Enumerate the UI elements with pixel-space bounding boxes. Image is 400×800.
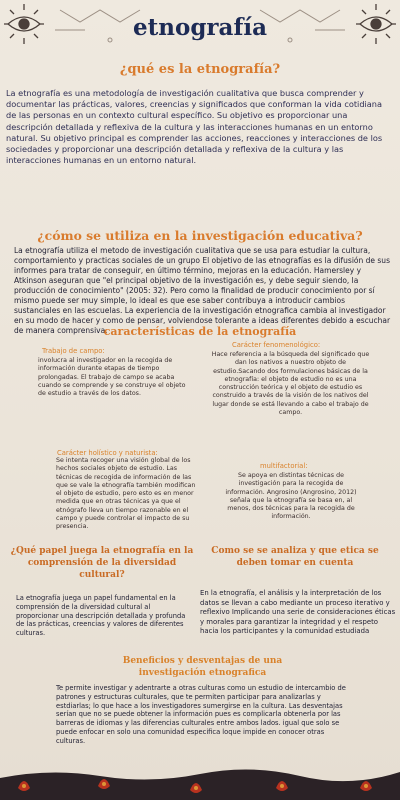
- intro-heading: ¿qué es la etnografía?: [119, 62, 281, 77]
- characteristic-text: Se apoya en distintas técnicas de investigación para la recogida de información. Angrosino (Angrosino, 2012) señala que la etnografía se basa en, al menos, dos técnicas para la recogida de información.: [225, 472, 357, 521]
- ethics-heading: Como se se analiza y que etica se deben tomar en cuenta: [211, 546, 379, 568]
- characteristic-text: involucra al investigador en la recogida de información durante etapas de tiempo prolongadas. El trabajo de campo se acaba cuando se comprende y se construye el objeto de estudio a través de los datos.: [38, 357, 186, 398]
- benefits-heading: Beneficios y desventajas de una investigación etnografica: [122, 656, 283, 678]
- characteristic-label: Carácter fenomenológico:: [232, 341, 321, 349]
- characteristics-heading: características de la etnografía: [103, 325, 297, 338]
- characteristic-label: Trabajo de campo:: [42, 347, 105, 355]
- benefits-text: Te permite investigar y adentrarte a otras culturas como un estudio de intercambio de patrones y estructuras culturales, que te permiten participar para analizarlas y estdiarlas; lo que hace a los investigadores sumergirse en la cultura. Las desventajas serían que no se puede obtener la información pues es complicarla obtenerla por las barreras de idiomas y las diferencias culturales entre ambos lados. igual que solo se puede enfocar en solo una comunidad especifica loque impide en conocer otras culturas.: [56, 684, 346, 745]
- ethics-text: En la etnografía, el análisis y la interpretación de los datos se llevan a cabo mediante un proceso iterativo y reflexivo Implicando una serie de consideraciones éticas y morales para garantizar la integridad y el respeto hacia los participantes y la comunidad estudiada: [200, 589, 396, 635]
- characteristic-text: Se intenta recoger una visión global de los hechos sociales objeto de estudio. Las técnicas de recogida de información de las que se vale la etnografía también modifican el objeto de estudio, pero esto es en menor medida que en otras técnicas ya que el etnógrafo lleva un tiempo razonable en el campo y puede controlar el impacto de su presencia.: [56, 457, 196, 531]
- characteristic-label: Carácter holístico y naturista:: [57, 449, 158, 457]
- role-text: La etnografía juega un papel fundamental en la comprensión de la diversidad cultural al proporcionar una descripción detallada y profunda de las prácticas, creencias y valores de diferentes culturas.: [16, 594, 186, 638]
- education-heading: ¿cómo se utiliza en la investigación educativa?: [37, 228, 363, 243]
- education-text: La etnografía utiliza el metodo de investigación cualitativa que se usa para estudiar la cultura, comportamiento y practicas sociales de un grupo El objetivo de las etnografías es la difusión de sus informes para tratar de conseguir, en último término, mejoras en la educación. Hamersley y Atkinson aseguran que "el principal objetivo de la investigación es, y debe seguir siendo, la producción de conocimiento" (2005: 32). Pero como la finalidad de producir conocimiento por sí mismo puede ser muy simple, lo ideal es que ese saber contribuya a introducir cambios sustanciales en las escuelas. La experiencia de la investigación etnografica cambia al investigador en su modo de hacer y como de pensar, volviendose tolerante a ideas diferentes debido a escuchar de manera comprensiva.: [14, 246, 391, 335]
- pottery-pattern: [0, 748, 400, 800]
- characteristic-label: multifactorial:: [260, 462, 308, 470]
- role-heading: ¿Qué papel juega la etnografía en la comprensión de la diversidad cultural?: [10, 546, 194, 580]
- page-title: etnografía: [133, 14, 267, 41]
- characteristic-text: Hace referencia a la búsqueda del significado que dan los nativos a nuestro objeto de estudio.Sacando dos formulaciones básicas de la etnografía: el objeto de estudio no es una construcción teórica y el objeto de estudio es construido a través de la visión de los nativos del lugar donde se está llevando a cabo el trabajo de campo.: [211, 351, 370, 417]
- intro-text: La etnografía es una metodología de investigación cualitativa que busca comprender y documentar las prácticas, valores, creencias y significados que conforman la vida cotidiana de las personas en un contexto cultural específico. Su objetivo es proporcionar una descripción detallada y reflexiva de la cultura y las interacciones humanas en un entorno natural. Su objetivo principal es comprender las acciones, reacciones y interacciones de los sociedades y proporcionar una descripción detallada y reflexiva de la cultura y las interacciones humanas en un entorno natural.: [6, 88, 383, 166]
